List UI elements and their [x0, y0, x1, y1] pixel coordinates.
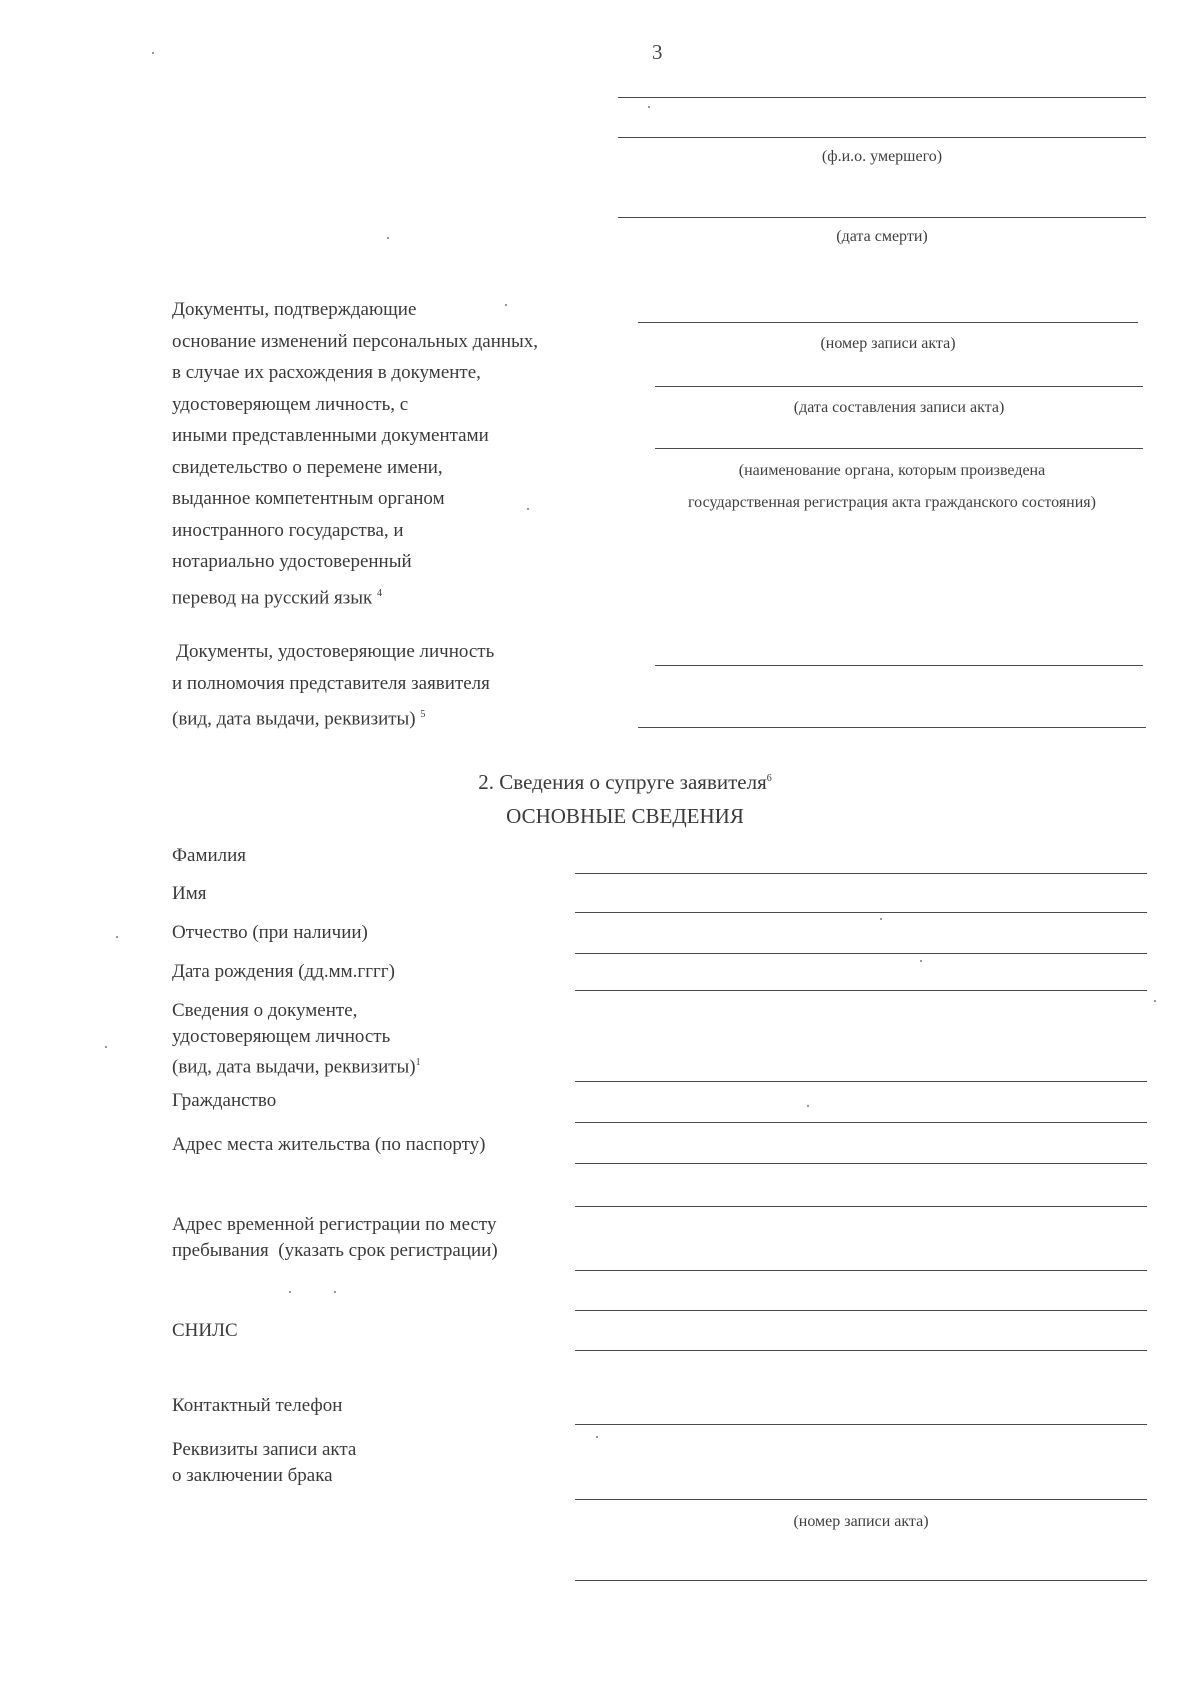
caption-authority-2: государственная регистрация акта гражданского состояния): [688, 494, 1096, 511]
representative-line-text: (вид, дата выдачи, реквизиты): [172, 708, 416, 730]
section2-title: [0, 770, 1200, 795]
docs-change-line: иностранного государства, и: [172, 519, 404, 541]
marriage-line: Реквизиты записи акта: [172, 1439, 357, 1460]
footnote-marker: 6: [766, 773, 772, 784]
id-doc-line: удостоверяющем личность: [172, 1026, 391, 1047]
label-phone: Контактный телефон: [172, 1395, 343, 1416]
address-line-1[interactable]: [575, 1163, 1147, 1164]
caption-deceased-fio: (ф.и.о. умершего): [821, 148, 943, 165]
docs-change-line: нотариально удостоверенный: [172, 551, 412, 572]
label-citizenship: Гражданство: [172, 1090, 277, 1111]
death-date-line[interactable]: [618, 217, 1146, 218]
scan-speck: [596, 1436, 598, 1438]
scan-speck: [920, 960, 922, 962]
label-id-document: [172, 998, 421, 1080]
caption-authority-1: (наименование органа, которым произведена: [738, 462, 1046, 479]
docs-change-line-text: перевод на русский язык: [172, 586, 373, 608]
marriage-record-number-line[interactable]: [575, 1499, 1147, 1500]
authority-line[interactable]: [655, 448, 1143, 449]
label-patronymic: Отчество (при наличии): [172, 922, 368, 943]
marriage-line: о заключении брака: [172, 1465, 333, 1486]
patronymic-line[interactable]: [575, 953, 1147, 954]
surname-line[interactable]: [575, 873, 1147, 874]
label-snils: СНИЛС: [172, 1320, 238, 1341]
record-date-line[interactable]: [655, 386, 1143, 387]
docs-change-line: основание изменений персональных данных,: [172, 330, 539, 352]
address-line-2[interactable]: [575, 1206, 1147, 1207]
scan-speck: [648, 106, 650, 108]
temp-registration-line-2[interactable]: [575, 1310, 1147, 1311]
label-marriage-record: [172, 1437, 356, 1489]
scan-speck: [105, 1046, 107, 1048]
phone-line[interactable]: [575, 1424, 1147, 1425]
snils-line[interactable]: [575, 1350, 1147, 1351]
scan-speck: [505, 304, 507, 306]
label-birth-date: Дата рождения (дд.мм.гггг): [172, 961, 395, 982]
docs-change-line: в случае их расхождения в документе,: [172, 362, 481, 383]
docs-change-line-last: [172, 578, 538, 614]
id-doc-line-last: [172, 1050, 421, 1080]
deceased-name-line-1[interactable]: [618, 97, 1146, 98]
section2-title-text: 2. Сведения о супруге заявителя: [478, 770, 767, 794]
marriage-record-date-line[interactable]: [575, 1580, 1147, 1581]
docs-change-line: удостоверяющем личность, с: [172, 393, 409, 415]
scan-speck: [334, 1291, 336, 1293]
docs-change-line: свидетельство о перемене имени,: [172, 456, 443, 478]
representative-line-2[interactable]: [638, 727, 1146, 728]
representative-docs-label: [172, 636, 494, 735]
scan-speck: [116, 936, 118, 938]
footnote-marker: 5: [420, 709, 426, 720]
label-temp-registration: [172, 1212, 498, 1264]
name-line[interactable]: [575, 912, 1147, 913]
scan-speck: [152, 52, 154, 54]
temp-reg-line: пребывания (указать срок регистрации): [172, 1240, 498, 1261]
docs-change-label: [172, 294, 538, 613]
id-doc-line-text: (вид, дата выдачи, реквизиты): [172, 1056, 416, 1078]
label-address: Адрес места жительства (по паспорту): [172, 1134, 486, 1155]
representative-line-1[interactable]: [655, 665, 1143, 666]
representative-line: Документы, удостоверяющие личность: [176, 641, 495, 662]
caption-death-date: (дата смерти): [836, 228, 928, 245]
docs-change-line: Документы, подтверждающие: [172, 299, 417, 320]
footnote-marker: 4: [377, 587, 383, 599]
scan-speck: [1154, 1000, 1156, 1002]
docs-change-line: иными представленными документами: [172, 425, 489, 446]
scan-speck: [807, 1105, 809, 1107]
caption-record-number: (номер записи акта): [820, 335, 956, 352]
label-surname: Фамилия: [172, 845, 247, 866]
caption-record-date: (дата составления записи акта): [793, 399, 1005, 416]
id-document-line[interactable]: [575, 1081, 1147, 1082]
id-doc-line: Сведения о документе,: [172, 1000, 358, 1021]
birth-date-line[interactable]: [575, 990, 1147, 991]
scan-speck: [880, 918, 882, 920]
scan-speck: [527, 508, 529, 510]
temp-reg-line: Адрес временной регистрации по месту: [172, 1214, 497, 1235]
caption-marriage-record-number: (номер записи акта): [793, 1513, 929, 1530]
page-number: 3: [652, 40, 663, 64]
footnote-marker: 1: [415, 1057, 421, 1068]
deceased-name-line-2[interactable]: [618, 137, 1146, 138]
temp-registration-line-1[interactable]: [575, 1270, 1147, 1271]
representative-line-last: [172, 699, 494, 735]
citizenship-line[interactable]: [575, 1122, 1147, 1123]
docs-change-line: выданное компетентным органом: [172, 488, 445, 509]
scan-speck: [387, 237, 389, 239]
scan-speck: [289, 1291, 291, 1293]
representative-line: и полномочия представителя заявителя: [172, 672, 490, 694]
section2-subtitle: ОСНОВНЫЕ СВЕДЕНИЯ: [506, 804, 744, 828]
record-number-line[interactable]: [638, 322, 1138, 323]
label-name: Имя: [172, 883, 207, 904]
